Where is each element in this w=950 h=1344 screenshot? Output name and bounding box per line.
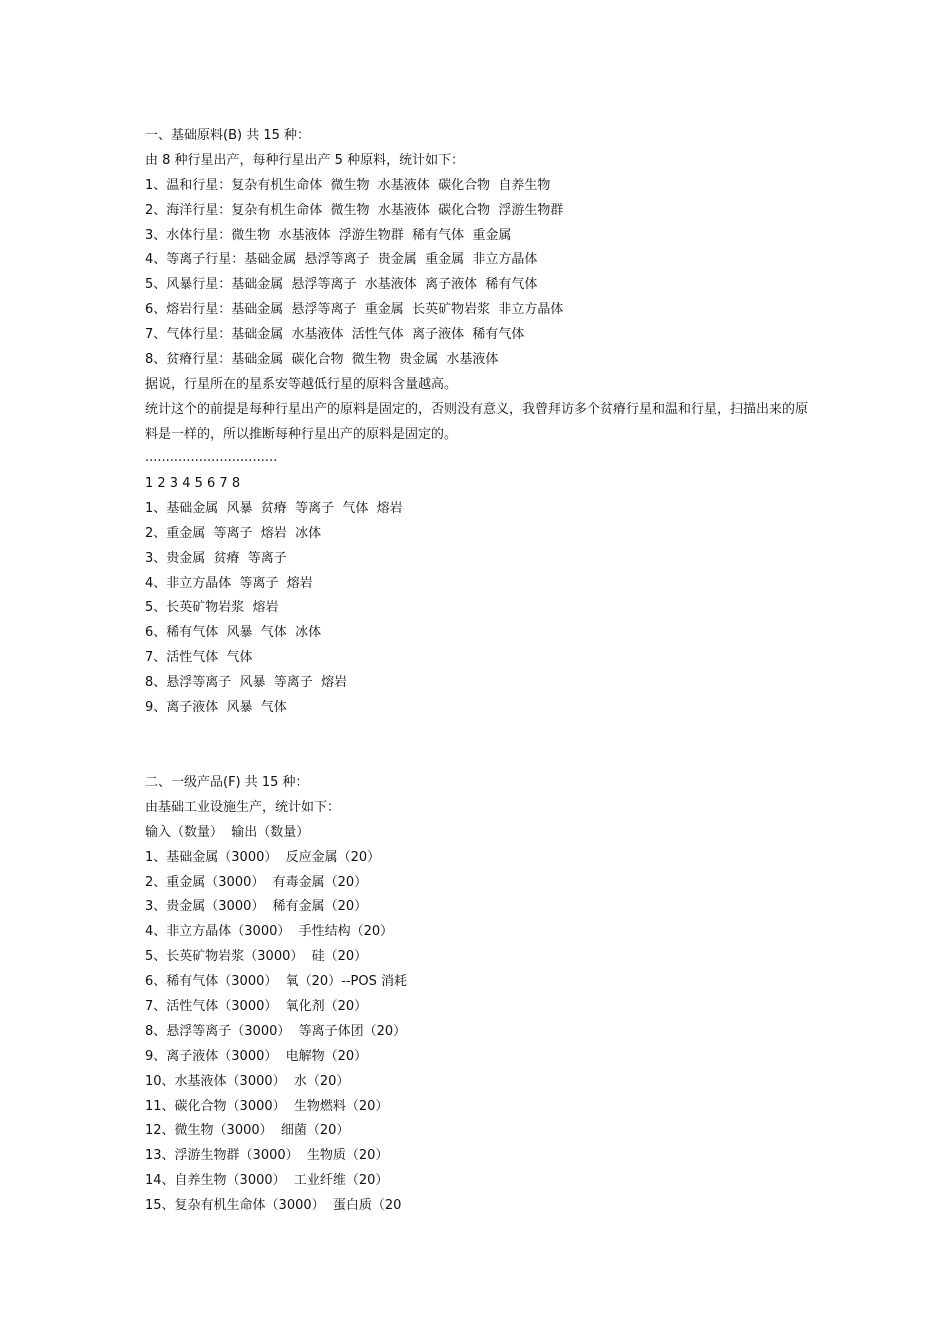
product-line: 2、重金属（3000） 有毒金属（20） (145, 874, 368, 890)
planet-line: 2、海洋行星：复杂有机生命体 微生物 水基液体 碳化合物 浮游生物群 (145, 202, 564, 218)
product-line: 8、悬浮等离子（3000） 等离子体团（20） (145, 1023, 407, 1039)
product-line: 1、基础金属（3000） 反应金属（20） (145, 849, 381, 865)
product-line: 10、水基液体（3000） 水（20） (145, 1073, 350, 1089)
product-line: 15、复杂有机生命体（3000） 蛋白质（20 (145, 1198, 402, 1214)
section-intro: 由基础工业设施生产，统计如下： (145, 799, 341, 815)
material-line: 4、非立方晶体 等离子 熔岩 (145, 575, 313, 591)
dotted-separator (145, 448, 815, 468)
product-line: 13、浮游生物群（3000） 生物质（20） (145, 1148, 389, 1164)
planet-line: 6、熔岩行星：基础金属 悬浮等离子 重金属 长英矿物岩浆 非立方晶体 (145, 302, 564, 318)
product-line: 3、贵金属（3000） 稀有金属（20） (145, 899, 368, 915)
product-line: 5、长英矿物岩浆（3000） 硅（20） (145, 949, 368, 965)
planet-line: 4、等离子行星：基础金属 悬浮等离子 贵金属 重金属 非立方晶体 (145, 252, 538, 268)
material-to-planet-list (145, 472, 815, 721)
material-line: 7、活性气体 气体 (145, 650, 253, 666)
material-line: 3、贵金属 贫瘠 等离子 (145, 550, 287, 566)
planet-line: 8、贫瘠行星：基础金属 碳化合物 微生物 贵金属 水基液体 (145, 352, 499, 368)
planet-line: 1、温和行星：复杂有机生命体 微生物 水基液体 碳化合物 自养生物 (145, 177, 551, 193)
material-line: 2、重金属 等离子 熔岩 冰体 (145, 525, 322, 541)
planet-line: 5、风暴行星：基础金属 悬浮等离子 水基液体 离子液体 稀有气体 (145, 277, 538, 293)
section-title: 二、一级产品(F) 共 15 种： (145, 775, 309, 790)
planet-line: 3、水体行星：微生物 水基液体 浮游生物群 稀有气体 重金属 (145, 227, 512, 243)
product-line: 12、微生物（3000） 细菌（20） (145, 1123, 350, 1139)
section-intro: 由 8 种行星出产，每种行星出产 5 种原料，统计如下： (145, 152, 465, 168)
section-primary-products (145, 771, 815, 1219)
product-line: 14、自养生物（3000） 工业纤维（20） (145, 1173, 389, 1189)
product-line: 7、活性气体（3000） 氧化剂（20） (145, 999, 368, 1015)
material-line: 9、离子液体 风暴 气体 (145, 700, 287, 716)
planet-line: 7、气体行星：基础金属 水基液体 活性气体 离子液体 稀有气体 (145, 327, 525, 343)
section-basic-materials (145, 124, 815, 448)
product-line: 4、非立方晶体（3000） 手性结构（20） (145, 924, 394, 940)
separator-dots: ................................ (145, 450, 278, 465)
note-paragraph: 统计这个的前提是每种行星出产的原料是固定的，否则没有意义，我曾拜访多个贫瘠行星和温和行星，扫描出来的原料是一样的，所以推断每种行星出产的原料是固定的。 (145, 401, 809, 442)
material-line: 8、悬浮等离子 风暴 等离子 熔岩 (145, 675, 348, 691)
product-line: 6、稀有气体（3000） 氧（20）--POS 消耗 (145, 974, 407, 990)
product-line: 9、离子液体（3000） 电解物（20） (145, 1048, 368, 1064)
io-header: 输入（数量） 输出（数量） (145, 824, 310, 840)
product-line: 11、碳化合物（3000） 生物燃料（20） (145, 1098, 389, 1114)
note-paragraph: 据说，行星所在的星系安等越低行星的原料含量越高。 (145, 376, 458, 392)
column-numbers: 1 2 3 4 5 6 7 8 (145, 476, 241, 491)
material-line: 6、稀有气体 风暴 气体 冰体 (145, 625, 322, 641)
section-title: 一、基础原料(B) 共 15 种： (145, 128, 311, 143)
material-line: 5、长英矿物岩浆 熔岩 (145, 600, 279, 616)
material-line: 1、基础金属 风暴 贫瘠 等离子 气体 熔岩 (145, 500, 403, 516)
